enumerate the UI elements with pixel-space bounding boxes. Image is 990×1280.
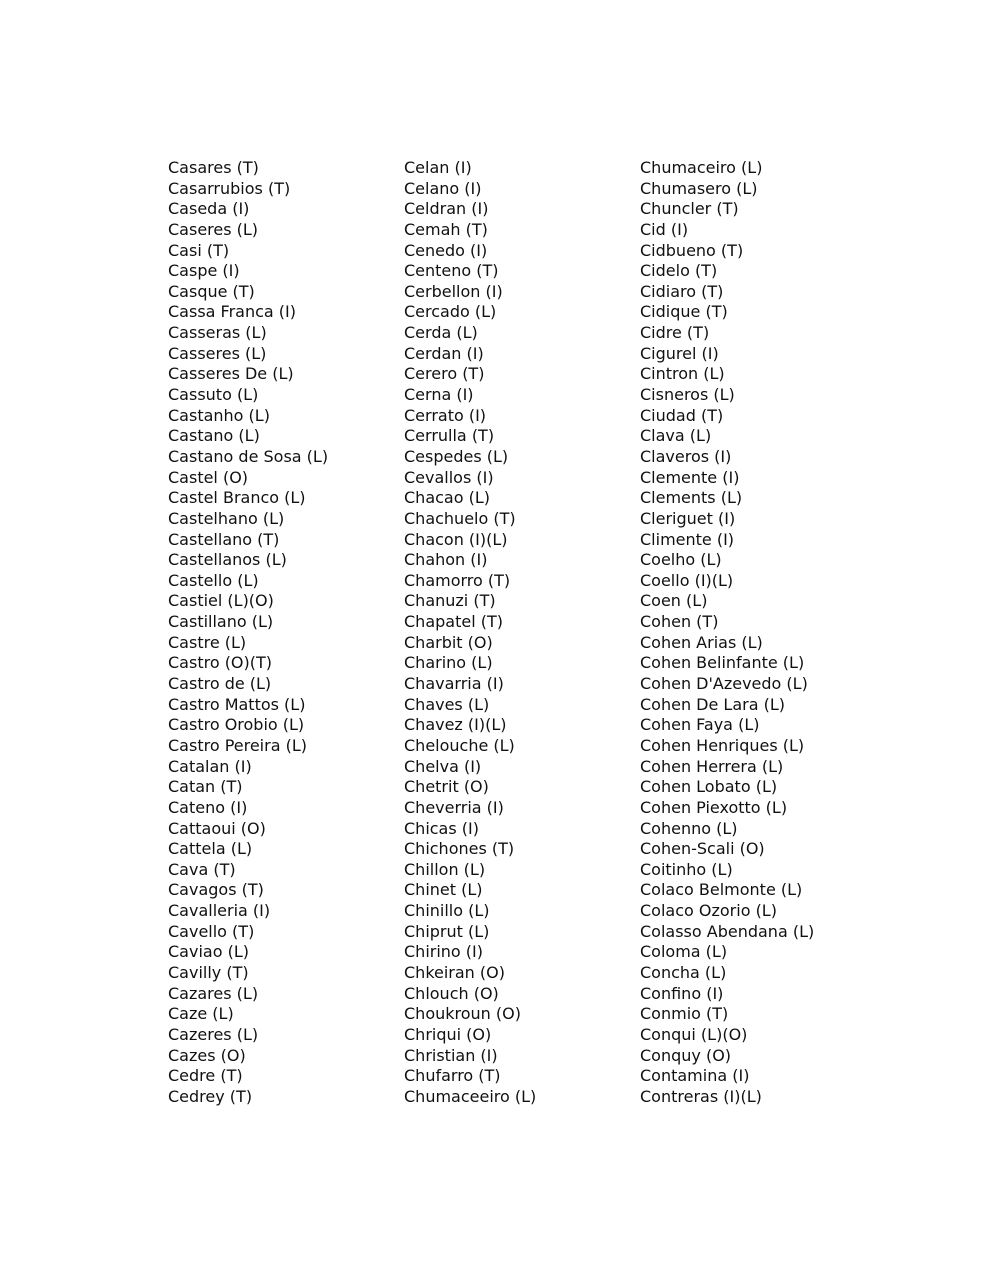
surname-entry: Chapatel (T) bbox=[404, 612, 503, 632]
surname-entry: Cattaoui (O) bbox=[168, 818, 266, 838]
surname-entry: Charbit (O) bbox=[404, 632, 493, 652]
surname-entry: Cavalleria (I) bbox=[168, 901, 271, 921]
surname-entry: Castre (L) bbox=[168, 632, 247, 652]
surname-entry: Climente (I) bbox=[640, 529, 735, 549]
surname-entry: Ciudad (T) bbox=[640, 405, 724, 425]
surname-entry: Caze (L) bbox=[168, 1004, 234, 1024]
surname-entry: Chufarro (T) bbox=[404, 1066, 501, 1086]
surname-entry: Cercado (L) bbox=[404, 302, 497, 322]
surname-entry: Cohen Piexotto (L) bbox=[640, 797, 788, 817]
surname-entry: Castano de Sosa (L) bbox=[168, 446, 329, 466]
surname-entry: Casque (T) bbox=[168, 281, 255, 301]
surname-entry: Chumasero (L) bbox=[640, 178, 758, 198]
surname-entry: Concha (L) bbox=[640, 962, 727, 982]
surname-entry: Chacon (I)(L) bbox=[404, 529, 508, 549]
surname-column-3 bbox=[640, 158, 900, 1107]
surname-entry: Cid (I) bbox=[640, 219, 689, 239]
surname-entry: Chillon (L) bbox=[404, 859, 486, 879]
surname-entry: Castro de (L) bbox=[168, 674, 272, 694]
surname-entry: Cateno (I) bbox=[168, 797, 248, 817]
surname-entry: Cazares (L) bbox=[168, 983, 259, 1003]
surname-entry: Coello (I)(L) bbox=[640, 570, 734, 590]
surname-entry: Cerna (I) bbox=[404, 385, 474, 405]
surname-entry: Chumaceiro (L) bbox=[640, 158, 763, 177]
surname-entry: Cigurel (I) bbox=[640, 343, 719, 363]
surname-entry: Christian (I) bbox=[404, 1045, 498, 1065]
surname-entry: Cedre (T) bbox=[168, 1066, 243, 1086]
surname-entry: Catan (T) bbox=[168, 777, 243, 797]
surname-entry: Chaves (L) bbox=[404, 694, 490, 714]
surname-entry: Cassuto (L) bbox=[168, 385, 259, 405]
surname-entry: Castiel (L)(O) bbox=[168, 591, 274, 611]
surname-entry: Cohen Belinfante (L) bbox=[640, 653, 805, 673]
surname-entry: Cohen Arias (L) bbox=[640, 632, 763, 652]
surname-entry: Coloma (L) bbox=[640, 942, 728, 962]
surname-entry: Cohen D'Azevedo (L) bbox=[640, 674, 808, 694]
surname-entry: Clava (L) bbox=[640, 426, 712, 446]
surname-entry: Chlouch (O) bbox=[404, 983, 499, 1003]
surname-entry: Castro Orobio (L) bbox=[168, 715, 305, 735]
surname-entry: Casseras (L) bbox=[168, 323, 267, 343]
surname-entry: Chetrit (O) bbox=[404, 777, 489, 797]
surname-entry: Cidiaro (T) bbox=[640, 281, 724, 301]
surname-entry: Celano (I) bbox=[404, 178, 482, 198]
surname-entry: Celdran (I) bbox=[404, 199, 489, 219]
surname-entry: Cidre (T) bbox=[640, 323, 710, 343]
surname-entry: Cheverria (I) bbox=[404, 797, 504, 817]
surname-entry: Contamina (I) bbox=[640, 1066, 750, 1086]
surname-entry: Chavez (I)(L) bbox=[404, 715, 507, 735]
surname-entry: Castelhano (L) bbox=[168, 508, 285, 528]
surname-entry: Contreras (I)(L) bbox=[640, 1086, 762, 1106]
surname-entry: Cevallos (I) bbox=[404, 467, 494, 487]
surname-entry: Chachuelo (T) bbox=[404, 508, 516, 528]
surname-entry: Casarrubios (T) bbox=[168, 178, 291, 198]
surname-entry: Chiprut (L) bbox=[404, 921, 490, 941]
surname-entry: Cerrato (I) bbox=[404, 405, 487, 425]
surname-entry: Cenedo (I) bbox=[404, 240, 488, 260]
surname-entry: Claveros (I) bbox=[640, 446, 732, 466]
surname-entry: Castro (O)(T) bbox=[168, 653, 273, 673]
surname-entry: Colaco Belmonte (L) bbox=[640, 880, 803, 900]
surname-entry: Catalan (I) bbox=[168, 756, 252, 776]
surname-entry: Charino (L) bbox=[404, 653, 493, 673]
surname-entry: Chumaceeiro (L) bbox=[404, 1086, 537, 1106]
surname-entry: Cohen-Scali (O) bbox=[640, 839, 765, 859]
surname-entry: Chkeiran (O) bbox=[404, 962, 505, 982]
surname-entry: Chacao (L) bbox=[404, 488, 490, 508]
surname-entry: Coelho (L) bbox=[640, 550, 722, 570]
surname-entry: Caseda (I) bbox=[168, 199, 250, 219]
surname-entry: Caseres (L) bbox=[168, 219, 259, 239]
surname-entry: Cemah (T) bbox=[404, 219, 488, 239]
surname-entry: Chuncler (T) bbox=[640, 199, 739, 219]
surname-entry: Cerrulla (T) bbox=[404, 426, 495, 446]
surname-entry: Cohen Faya (L) bbox=[640, 715, 760, 735]
surname-entry: Cohen Lobato (L) bbox=[640, 777, 778, 797]
surname-entry: Chelouche (L) bbox=[404, 735, 515, 755]
surname-entry: Colasso Abendana (L) bbox=[640, 921, 815, 941]
surname-entry: Chahon (I) bbox=[404, 550, 488, 570]
surname-entry: Cazeres (L) bbox=[168, 1024, 259, 1044]
surname-entry: Cavilly (T) bbox=[168, 962, 249, 982]
surname-entry: Cavello (T) bbox=[168, 921, 255, 941]
surname-entry: Casseres De (L) bbox=[168, 364, 294, 384]
surname-entry: Confino (I) bbox=[640, 983, 724, 1003]
surname-entry: Chinillo (L) bbox=[404, 901, 490, 921]
surname-entry: Cazes (O) bbox=[168, 1045, 246, 1065]
surname-entry: Chelva (I) bbox=[404, 756, 482, 776]
surname-entry: Chichones (T) bbox=[404, 839, 515, 859]
surname-entry: Chavarria (I) bbox=[404, 674, 504, 694]
surname-entry: Cohenno (L) bbox=[640, 818, 738, 838]
surname-entry: Cerda (L) bbox=[404, 323, 478, 343]
surname-entry: Cohen De Lara (L) bbox=[640, 694, 786, 714]
surname-entry: Cerbellon (I) bbox=[404, 281, 503, 301]
surname-entry: Caviao (L) bbox=[168, 942, 249, 962]
surname-entry: Choukroun (O) bbox=[404, 1004, 521, 1024]
surname-entry: Chriqui (O) bbox=[404, 1024, 492, 1044]
surname-entry: Cava (T) bbox=[168, 859, 236, 879]
surname-entry: Chicas (I) bbox=[404, 818, 479, 838]
surname-entry: Castel Branco (L) bbox=[168, 488, 306, 508]
surname-entry: Celan (I) bbox=[404, 158, 472, 177]
surname-entry: Coen (L) bbox=[640, 591, 708, 611]
surname-entry: Cohen (T) bbox=[640, 612, 719, 632]
surname-entry: Castellano (T) bbox=[168, 529, 280, 549]
surname-entry: Cisneros (L) bbox=[640, 385, 735, 405]
surname-entry: Castillano (L) bbox=[168, 612, 274, 632]
surname-entry: Clemente (I) bbox=[640, 467, 740, 487]
surname-entry: Cidique (T) bbox=[640, 302, 728, 322]
surname-entry: Cintron (L) bbox=[640, 364, 725, 384]
surname-entry: Casares (T) bbox=[168, 158, 259, 177]
surname-column-2 bbox=[404, 158, 634, 1107]
surname-entry: Clements (L) bbox=[640, 488, 743, 508]
surname-entry: Caspe (I) bbox=[168, 261, 240, 281]
surname-entry: Cattela (L) bbox=[168, 839, 253, 859]
surname-entry: Castano (L) bbox=[168, 426, 260, 446]
surname-entry: Cerdan (I) bbox=[404, 343, 484, 363]
surname-entry: Colaco Ozorio (L) bbox=[640, 901, 777, 921]
surname-entry: Conqui (L)(O) bbox=[640, 1024, 748, 1044]
surname-entry: Chirino (I) bbox=[404, 942, 483, 962]
surname-entry: Cespedes (L) bbox=[404, 446, 509, 466]
surname-entry: Castellanos (L) bbox=[168, 550, 287, 570]
surname-entry: Cohen Henriques (L) bbox=[640, 735, 805, 755]
surname-entry: Casseres (L) bbox=[168, 343, 267, 363]
surname-entry: Centeno (T) bbox=[404, 261, 499, 281]
surname-entry: Castro Pereira (L) bbox=[168, 735, 307, 755]
surname-entry: Cleriguet (I) bbox=[640, 508, 736, 528]
surname-entry: Castello (L) bbox=[168, 570, 259, 590]
surname-entry: Chanuzi (T) bbox=[404, 591, 496, 611]
surname-entry: Cassa Franca (I) bbox=[168, 302, 296, 322]
surname-entry: Casi (T) bbox=[168, 240, 230, 260]
surname-entry: Cedrey (T) bbox=[168, 1086, 253, 1106]
surname-entry: Castel (O) bbox=[168, 467, 249, 487]
surname-entry: Coitinho (L) bbox=[640, 859, 733, 879]
surname-entry: Castro Mattos (L) bbox=[168, 694, 306, 714]
surname-entry: Cerero (T) bbox=[404, 364, 485, 384]
surname-entry: Castanho (L) bbox=[168, 405, 270, 425]
surname-entry: Cavagos (T) bbox=[168, 880, 264, 900]
surname-column-1 bbox=[168, 158, 398, 1107]
surname-entry: Cidbueno (T) bbox=[640, 240, 744, 260]
surname-entry: Cidelo (T) bbox=[640, 261, 718, 281]
surname-entry: Conmio (T) bbox=[640, 1004, 729, 1024]
surname-entry: Cohen Herrera (L) bbox=[640, 756, 784, 776]
surname-entry: Chinet (L) bbox=[404, 880, 483, 900]
surname-entry: Chamorro (T) bbox=[404, 570, 511, 590]
surname-entry: Conquy (O) bbox=[640, 1045, 732, 1065]
